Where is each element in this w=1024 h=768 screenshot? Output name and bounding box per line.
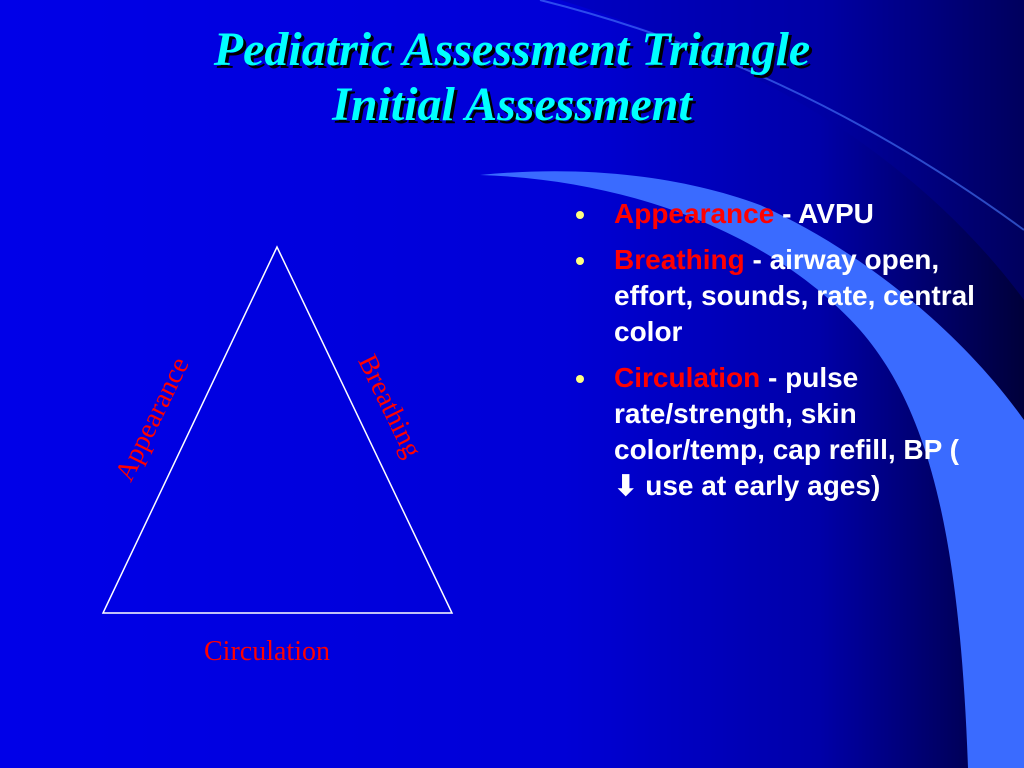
bullet-text: - AVPU bbox=[774, 198, 874, 229]
assessment-bullet-list bbox=[576, 196, 976, 514]
bullet-text: - airway open, effort, sounds, rate, central color bbox=[614, 244, 975, 347]
title-line-2: Initial Assessment bbox=[332, 78, 692, 131]
bullet-dot-icon bbox=[576, 211, 584, 219]
bullet-breathing bbox=[576, 242, 976, 350]
title-line-1: Pediatric Assessment Triangle bbox=[213, 23, 811, 76]
triangle-label-appearance: Appearance bbox=[109, 352, 196, 487]
bullet-term: Circulation bbox=[614, 362, 761, 393]
bullet-text: - pulse rate/strength, skin color/temp, cap refill, BP ( bbox=[614, 362, 959, 465]
bullet-text-after: use at early ages) bbox=[637, 470, 881, 501]
bullet-dot-icon bbox=[576, 375, 584, 383]
bullet-dot-icon bbox=[576, 257, 584, 265]
bullet-circulation bbox=[576, 360, 976, 504]
bullet-term: Breathing bbox=[614, 244, 745, 275]
down-arrow-icon: ⬇ bbox=[614, 470, 638, 501]
bullet-appearance bbox=[576, 196, 976, 232]
bullet-term: Appearance bbox=[614, 198, 775, 229]
triangle-label-circulation: Circulation bbox=[204, 636, 330, 667]
triangle-label-breathing: Breathing bbox=[351, 349, 428, 463]
